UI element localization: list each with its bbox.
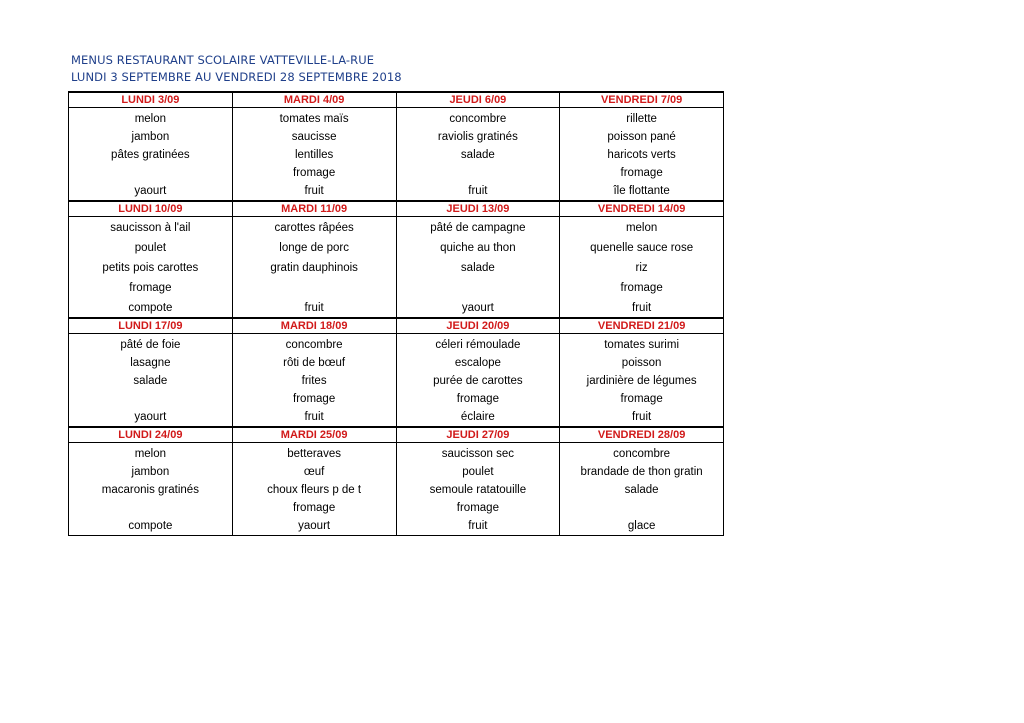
dish-item: fruit — [468, 185, 488, 197]
dish-item: jambon — [131, 466, 170, 478]
week-dishes-row — [69, 334, 724, 428]
document-title: MENUS RESTAURANT SCOLAIRE VATTEVILLE-LA-RUE — [71, 53, 375, 67]
dish-item: poisson pané — [607, 131, 676, 143]
day-dishes-cell — [232, 217, 396, 319]
dish-item: rillette — [626, 113, 657, 125]
dish-item: concombre — [285, 339, 343, 351]
day-dishes-cell — [560, 217, 724, 319]
dish-item: salade — [460, 262, 495, 274]
dish-item: éclaire — [460, 411, 495, 423]
dish-item: choux fleurs p de t — [267, 484, 362, 496]
dish-list — [233, 217, 396, 317]
dish-list — [233, 443, 396, 535]
dish-item: tomates surimi — [604, 339, 680, 351]
document-header — [71, 52, 402, 86]
dish-item: saucisson à l'ail — [110, 222, 191, 234]
dish-item: tomates maïs — [279, 113, 349, 125]
dish-item: fromage — [129, 282, 172, 294]
dish-item: poulet — [134, 242, 167, 254]
dish-item: fromage — [456, 393, 499, 405]
dish-item: fromage — [456, 502, 499, 514]
week-dishes-row — [69, 443, 724, 536]
day-header-cell — [396, 427, 560, 443]
day-dishes-cell — [396, 217, 560, 319]
dish-item: yaourt — [134, 411, 167, 423]
dish-item: fromage — [620, 282, 663, 294]
dish-item: melon — [134, 448, 167, 460]
document-period: LUNDI 3 SEPTEMBRE AU VENDREDI 28 SEPTEMBRE 2018 — [71, 70, 402, 84]
dish-item: pâtes gratinées — [111, 149, 190, 161]
dish-item: fromage — [620, 167, 663, 179]
dish-item: brandade de thon gratin — [580, 466, 703, 478]
dish-item: yaourt — [298, 520, 331, 532]
day-header-cell — [560, 427, 724, 443]
day-header-cell — [232, 201, 396, 217]
week-header-row — [69, 427, 724, 443]
day-label: VENDREDI 28/09 — [597, 429, 686, 441]
dish-item: quiche au thon — [440, 242, 516, 254]
day-label: LUNDI 24/09 — [118, 429, 183, 441]
day-label: JEUDI 27/09 — [446, 429, 510, 441]
day-label: MARDI 4/09 — [283, 94, 345, 106]
day-header-cell — [396, 318, 560, 334]
day-dishes-cell — [232, 334, 396, 428]
dish-item: saucisson sec — [441, 448, 514, 460]
dish-item: carottes râpées — [274, 222, 354, 234]
menu-table — [68, 91, 724, 536]
dish-list — [69, 108, 232, 200]
dish-item: semoule ratatouille — [429, 484, 527, 496]
dish-item: fromage — [293, 502, 336, 514]
week-header-row — [69, 92, 724, 108]
day-dishes-cell — [560, 334, 724, 428]
dish-item: œuf — [303, 466, 325, 478]
dish-item: pâté de campagne — [430, 222, 526, 234]
dish-item: poisson — [621, 357, 662, 369]
dish-item: fromage — [293, 167, 336, 179]
dish-item: quenelle sauce rose — [590, 242, 694, 254]
dish-item: fruit — [632, 411, 652, 423]
dish-item: fruit — [304, 411, 324, 423]
day-header-cell — [232, 92, 396, 108]
dish-item: fruit — [304, 185, 324, 197]
day-header-cell — [396, 92, 560, 108]
dish-item: betteraves — [287, 448, 341, 460]
week-dishes-row — [69, 217, 724, 319]
day-header-cell — [560, 318, 724, 334]
day-header-cell — [69, 201, 233, 217]
day-dishes-cell — [69, 443, 233, 536]
dish-list — [69, 334, 232, 426]
day-dishes-cell — [232, 443, 396, 536]
dish-item: salade — [133, 375, 168, 387]
dish-item: fruit — [468, 520, 488, 532]
day-header-cell — [69, 92, 233, 108]
dish-item: salade — [460, 149, 495, 161]
dish-list — [397, 443, 560, 535]
dish-item: escalope — [454, 357, 501, 369]
day-dishes-cell — [396, 108, 560, 202]
day-dishes-cell — [560, 443, 724, 536]
dish-list — [69, 217, 232, 317]
day-header-cell — [396, 201, 560, 217]
dish-item: lentilles — [294, 149, 334, 161]
day-label: JEUDI 20/09 — [446, 320, 510, 332]
dish-item: purée de carottes — [433, 375, 523, 387]
day-dishes-cell — [396, 334, 560, 428]
day-label: JEUDI 6/09 — [449, 94, 507, 106]
day-label: LUNDI 10/09 — [118, 203, 183, 215]
dish-item: longe de porc — [279, 242, 349, 254]
dish-list — [560, 108, 723, 200]
dish-item: compote — [128, 302, 173, 314]
day-label: MARDI 25/09 — [280, 429, 348, 441]
dish-list — [69, 443, 232, 535]
day-dishes-cell — [69, 108, 233, 202]
dish-item: petits pois carottes — [102, 262, 199, 274]
dish-item: frites — [301, 375, 327, 387]
dish-item: rôti de bœuf — [283, 357, 346, 369]
week-header-row — [69, 201, 724, 217]
day-label: VENDREDI 21/09 — [597, 320, 686, 332]
dish-item: fromage — [293, 393, 336, 405]
dish-item: céleri rémoulade — [435, 339, 521, 351]
day-dishes-cell — [396, 443, 560, 536]
dish-item: yaourt — [461, 302, 494, 314]
dish-list — [233, 108, 396, 200]
dish-item: fruit — [632, 302, 652, 314]
week-dishes-row — [69, 108, 724, 202]
dish-item: lasagne — [130, 357, 171, 369]
dish-item: pâté de foie — [120, 339, 181, 351]
dish-item: melon — [134, 113, 167, 125]
dish-item: île flottante — [613, 185, 670, 197]
dish-item: yaourt — [134, 185, 167, 197]
day-dishes-cell — [69, 217, 233, 319]
day-label: MARDI 18/09 — [280, 320, 348, 332]
day-label: VENDREDI 14/09 — [597, 203, 686, 215]
day-label: MARDI 11/09 — [281, 203, 348, 215]
dish-list — [397, 334, 560, 426]
dish-item: poulet — [462, 466, 494, 478]
dish-item: haricots verts — [607, 149, 676, 161]
day-label: JEUDI 13/09 — [446, 203, 510, 215]
day-label: VENDREDI 7/09 — [600, 94, 683, 106]
dish-list — [560, 443, 723, 535]
dish-item: raviolis gratinés — [437, 131, 518, 143]
dish-item: saucisse — [291, 131, 337, 143]
dish-list — [397, 108, 560, 200]
day-label: LUNDI 3/09 — [121, 94, 180, 106]
day-header-cell — [232, 318, 396, 334]
day-dishes-cell — [69, 334, 233, 428]
day-header-cell — [232, 427, 396, 443]
dish-item: jardinière de légumes — [586, 375, 697, 387]
dish-item: fromage — [620, 393, 663, 405]
week-header-row — [69, 318, 724, 334]
day-dishes-cell — [232, 108, 396, 202]
dish-item: riz — [635, 262, 648, 274]
dish-item: gratin dauphinois — [270, 262, 358, 274]
dish-item: glace — [627, 520, 656, 532]
dish-item: melon — [625, 222, 658, 234]
dish-item: concombre — [449, 113, 507, 125]
dish-item: concombre — [613, 448, 671, 460]
day-header-cell — [69, 427, 233, 443]
day-label: LUNDI 17/09 — [118, 320, 183, 332]
dish-item: salade — [624, 484, 659, 496]
dish-list — [397, 217, 560, 317]
dish-item: macaronis gratinés — [101, 484, 199, 496]
dish-list — [560, 334, 723, 426]
dish-item: fruit — [304, 302, 324, 314]
dish-item: jambon — [131, 131, 170, 143]
day-dishes-cell — [560, 108, 724, 202]
dish-list — [233, 334, 396, 426]
day-header-cell — [560, 201, 724, 217]
day-header-cell — [69, 318, 233, 334]
dish-list — [560, 217, 723, 317]
dish-item: compote — [128, 520, 173, 532]
day-header-cell — [560, 92, 724, 108]
